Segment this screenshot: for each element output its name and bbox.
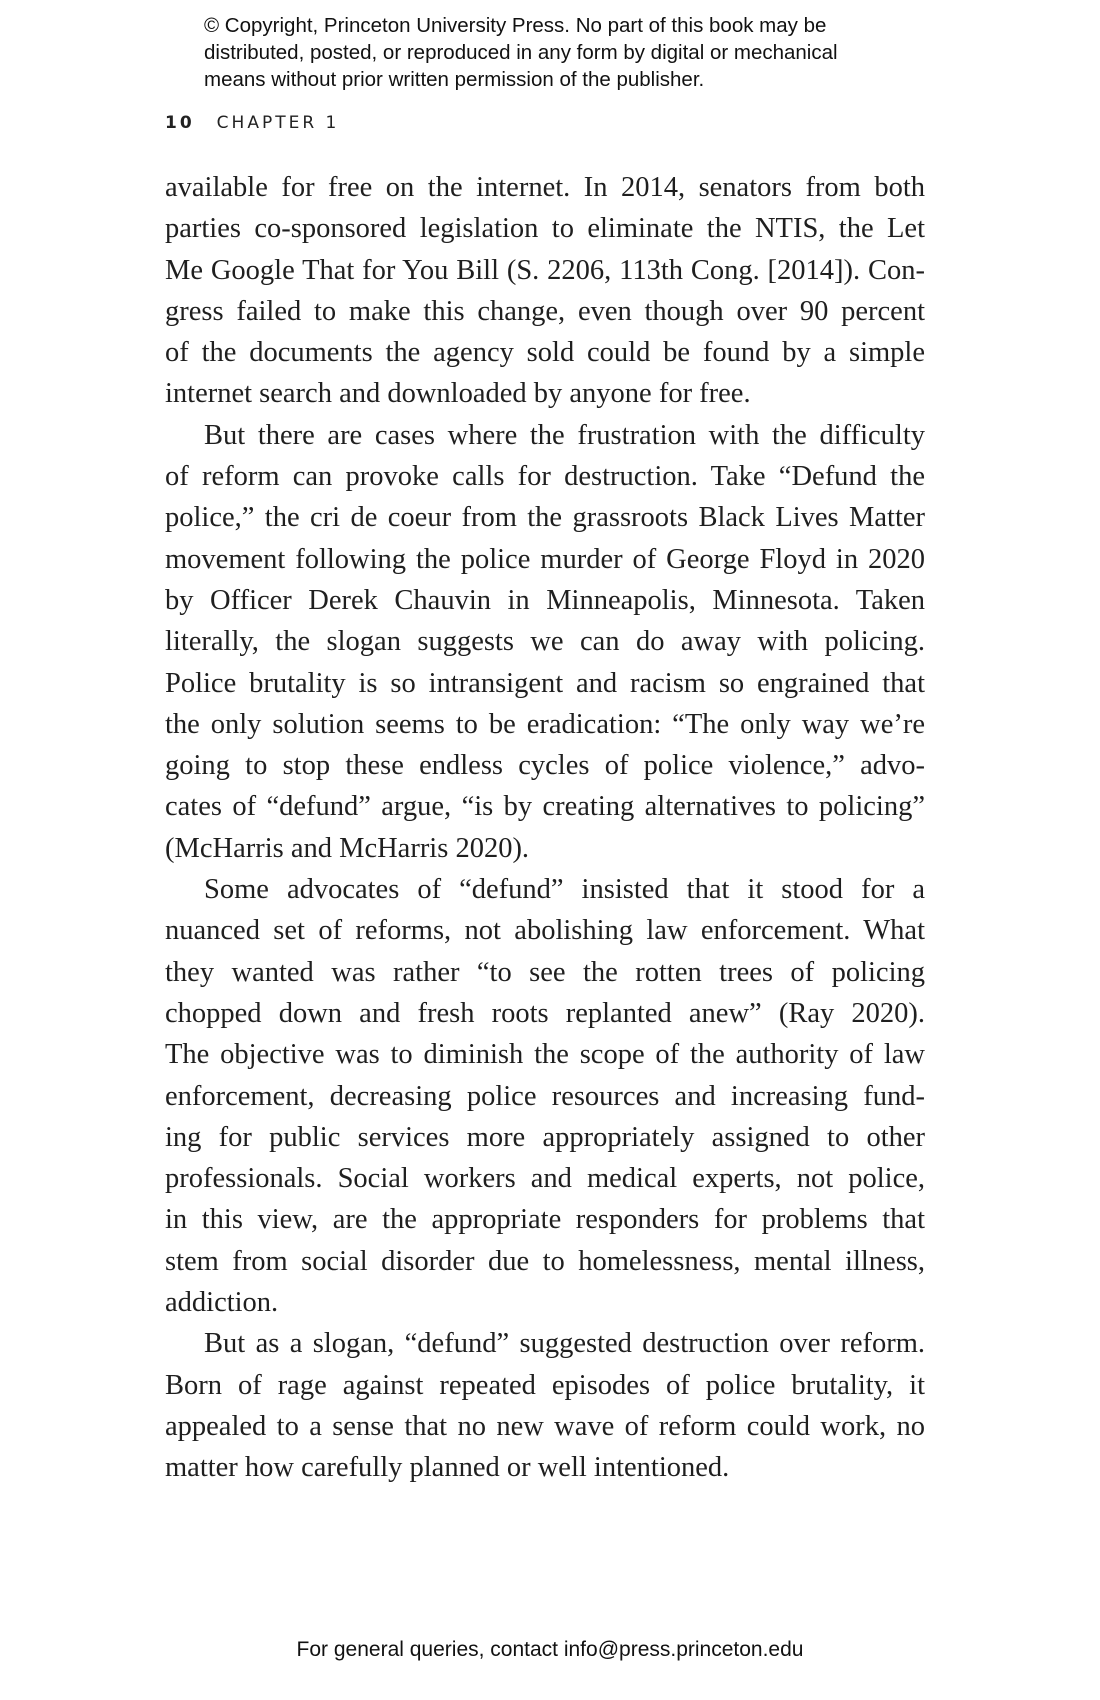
text-line: literally, the slogan suggests we can do away with policing. bbox=[165, 626, 925, 658]
text-line: of reform can provoke calls for destruction. Take “Defund the bbox=[165, 461, 925, 493]
text-line: (McHarris and McHarris 2020). bbox=[165, 832, 530, 864]
footer-contact: For general queries, contact info@press.princeton.edu bbox=[296, 1638, 804, 1661]
text-line: stem from social disorder due to homelessness, mental illness, bbox=[165, 1245, 925, 1277]
text-line: matter how carefully planned or well intentioned. bbox=[165, 1452, 730, 1484]
text-line: Police brutality is so intransigent and racism so engrained that bbox=[165, 667, 925, 699]
text-line: appealed to a sense that no new wave of reform could work, no bbox=[165, 1410, 925, 1442]
text-line: nuanced set of reforms, not abolishing law enforcement. What bbox=[165, 915, 925, 947]
text-line: professionals. Social workers and medical experts, not police, bbox=[165, 1163, 925, 1195]
copyright-notice bbox=[204, 12, 964, 93]
text-line: internet search and downloaded by anyone for free. bbox=[165, 378, 751, 410]
chapter-label: CHAPTER 1 bbox=[216, 113, 340, 133]
text-line: they wanted was rather “to see the rotten trees of policing bbox=[165, 956, 925, 988]
text-line: parties co-sponsored legislation to eliminate the NTIS, the Let bbox=[165, 213, 925, 245]
text-line: gress failed to make this change, even though over 90 percent bbox=[165, 295, 925, 327]
copyright-line: means without prior written permission of the publisher. bbox=[204, 68, 705, 91]
text-line: Born of rage against repeated episodes of police brutality, it bbox=[165, 1369, 925, 1401]
text-line: by Officer Derek Chauvin in Minneapolis, Minnesota. Taken bbox=[165, 584, 925, 616]
text-line: The objective was to diminish the scope of the authority of law bbox=[165, 1039, 925, 1071]
text-line: ing for public services more appropriately assigned to other bbox=[165, 1121, 925, 1153]
text-line: But as a slogan, “defund” suggested destruction over reform. bbox=[204, 1328, 925, 1360]
page-number: 10 bbox=[165, 113, 195, 133]
text-line: chopped down and fresh roots replanted anew” (Ray 2020). bbox=[165, 997, 925, 1029]
text-line: the only solution seems to be eradication: “The only way we’re bbox=[165, 708, 925, 740]
text-line: of the documents the agency sold could be found by a simple bbox=[165, 337, 925, 369]
copyright-line: distributed, posted, or reproduced in any form by digital or mechanical bbox=[204, 41, 838, 64]
text-line: enforcement, decreasing police resources and increasing fund- bbox=[165, 1080, 925, 1112]
text-line: in this view, are the appropriate responders for problems that bbox=[165, 1204, 925, 1236]
running-head bbox=[165, 113, 339, 133]
body-text bbox=[165, 167, 925, 1489]
copyright-line: © Copyright, Princeton University Press. No part of this book may be bbox=[204, 14, 827, 37]
text-line: Some advocates of “defund” insisted that it stood for a bbox=[204, 874, 925, 906]
text-line: available for free on the internet. In 2014, senators from both bbox=[165, 172, 925, 203]
text-line: But there are cases where the frustration with the difficulty bbox=[204, 419, 925, 451]
text-line: cates of “defund” argue, “is by creating alternatives to policing” bbox=[165, 791, 925, 823]
text-line: police,” the cri de coeur from the grassroots Black Lives Matter bbox=[165, 502, 925, 534]
text-line: movement following the police murder of George Floyd in 2020 bbox=[165, 543, 925, 575]
text-line: addiction. bbox=[165, 1287, 279, 1319]
text-line: going to stop these endless cycles of police violence,” advo- bbox=[165, 750, 925, 782]
text-line: Me Google That for You Bill (S. 2206, 113th Cong. [2014]). Con- bbox=[165, 254, 925, 286]
